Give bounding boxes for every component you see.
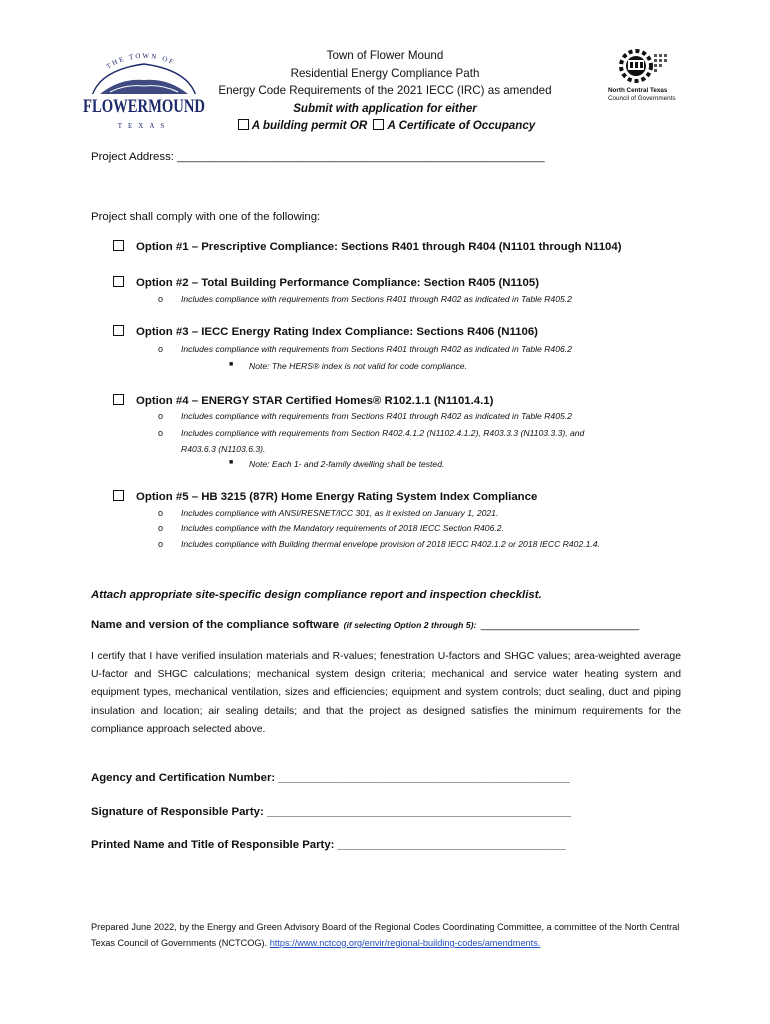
hollow-bullet-icon: o xyxy=(158,294,164,304)
hollow-bullet-icon: o xyxy=(158,428,164,438)
hollow-bullet-icon: o xyxy=(158,523,164,533)
hollow-bullet-icon: o xyxy=(158,508,164,518)
hollow-bullet-icon: o xyxy=(158,344,164,354)
square-bullet-icon: ■ xyxy=(229,361,234,368)
header-path: Residential Energy Compliance Path xyxy=(290,66,480,80)
comply-intro: Project shall comply with one of the following: xyxy=(91,211,321,223)
option-1-label: Option #1 – Prescriptive Compliance: Sections R401 through R404 (N1101 through N1104) xyxy=(136,241,622,253)
header-submit: Submit with application for either xyxy=(293,101,477,115)
option-5-checkbox[interactable] xyxy=(113,490,124,501)
svg-text:North Central Texas: North Central Texas xyxy=(608,87,668,94)
hollow-bullet-icon: o xyxy=(158,539,164,549)
agency-certification-field[interactable]: Agency and Certification Number: ______________________________________________ xyxy=(91,772,570,784)
option-4-note xyxy=(229,459,445,469)
flower-mound-logo xyxy=(80,50,208,132)
option-5 xyxy=(113,490,537,503)
option-3-note xyxy=(229,361,467,371)
printed-name-field[interactable]: Printed Name and Title of Responsible Party: ____________________________________ xyxy=(91,839,566,851)
option-4-sub-2-cont: R403.6.3 (N1103.6.3). xyxy=(181,444,266,454)
note-text: Note: Each 1- and 2-family dwelling shall be tested. xyxy=(249,459,445,469)
footer-text: Prepared June 2022, by the Energy and Green Advisory Board of the Regional Codes Coordinating Committee, a committee of the North Central Texas Council of Governments (NCTCOG). xyxy=(91,922,680,948)
project-address-field[interactable]: Project Address: __________________________________________________________ xyxy=(91,151,545,163)
sub-text: Includes compliance with the Mandatory requirements of 2018 IECC Section R406.2. xyxy=(181,523,504,533)
header-code: Energy Code Requirements of the 2021 IECC (IRC) as amended xyxy=(218,84,552,97)
option-4-sub-2 xyxy=(158,428,585,438)
option-2 xyxy=(113,276,539,289)
option-1-checkbox[interactable] xyxy=(113,240,124,251)
option-4-label: Option #4 – ENERGY STAR Certified Homes® R102.1.1 (N1101.4.1) xyxy=(136,395,494,407)
svg-text:TEXAS: TEXAS xyxy=(117,122,171,130)
svg-text:Council of Governments: Council of Governments xyxy=(608,95,676,102)
sub-text: Includes compliance with ANSI/RESNET/ICC 301, as it existed on January 1, 2021. xyxy=(181,508,499,518)
attach-instruction: Attach appropriate site-specific design compliance report and inspection checklist. xyxy=(91,589,542,601)
building-permit-label: A building permit OR xyxy=(251,119,368,132)
option-4-checkbox[interactable] xyxy=(113,394,124,405)
option-5-sub-3 xyxy=(158,539,600,549)
option-4-sub-1 xyxy=(158,411,572,421)
option-3-checkbox[interactable] xyxy=(113,325,124,336)
option-3-label: Option #3 – IECC Energy Rating Index Compliance: Sections R406 (N1106) xyxy=(136,326,538,338)
certificate-of-occupancy-checkbox[interactable] xyxy=(373,119,384,130)
sub-text: Includes compliance with requirements from Section R402.4.1.2 (N1102.4.1.2), R403.3.3 (N1103.3.3), and xyxy=(181,428,585,438)
nctcog-logo xyxy=(606,46,682,104)
square-bullet-icon: ■ xyxy=(229,459,234,466)
option-4 xyxy=(113,394,493,407)
option-5-sub-1 xyxy=(158,508,499,518)
note-text: Note: The HERS® index is not valid for code compliance. xyxy=(249,361,467,371)
signature-field[interactable]: Signature of Responsible Party: ________________________________________________ xyxy=(91,806,572,818)
certificate-of-occupancy-label: A Certificate of Occupancy xyxy=(387,119,536,132)
form-header xyxy=(200,47,570,135)
sub-text: Includes compliance with Building thermal envelope provision of 2018 IECC R402.1.2 or 2018 IECC R402.1.4. xyxy=(181,539,600,549)
option-3-sub-1 xyxy=(158,344,572,354)
software-label: Name and version of the compliance software xyxy=(91,619,340,631)
sub-text: Includes compliance with requirements from Sections R401 through R402 as indicated in Table R406.2 xyxy=(181,344,572,354)
option-2-label: Option #2 – Total Building Performance Compliance: Section R405 (N1105) xyxy=(136,277,539,289)
footer-note xyxy=(91,920,681,952)
option-1 xyxy=(113,240,622,253)
building-permit-checkbox[interactable] xyxy=(238,119,249,130)
hollow-bullet-icon: o xyxy=(158,411,164,421)
option-2-sub-1 xyxy=(158,294,572,304)
sub-text: Includes compliance with requirements from Sections R401 through R402 as indicated in Table R405.2 xyxy=(181,411,572,421)
sub-text: Includes compliance with requirements from Sections R401 through R402 as indicated in Table R405.2 xyxy=(181,294,572,304)
compliance-software-field[interactable] xyxy=(91,615,639,633)
software-blank[interactable]: _________________________ xyxy=(480,619,640,631)
svg-text:THE TOWN OF: THE TOWN OF xyxy=(104,51,177,71)
nctcog-link[interactable]: https://www.nctcog.org/envir/regional-building-codes/amendments. xyxy=(269,937,541,948)
header-town: Town of Flower Mound xyxy=(326,49,444,62)
option-2-checkbox[interactable] xyxy=(113,276,124,287)
software-small-label: (if selecting Option 2 through 5): xyxy=(343,620,477,630)
option-3 xyxy=(113,325,538,338)
option-5-sub-2 xyxy=(158,523,504,533)
svg-text:FLOWERMOUND: FLOWERMOUND xyxy=(83,96,205,117)
header-permit-choice xyxy=(200,117,570,135)
certification-statement: I certify that I have verified insulation materials and R-values; fenestration U-factors and SHGC values; area-weighted average U-factor and SHGC calculations; mechanical system design criteria; mechanical and service water heating system and equipment types, mechanical ventilation, sizes and efficiencies; equipment and system controls; duct sealing, duct and piping insulation and location; air sealing details; and that the project as designed satisfies the minimum requirements for the compliance approach selected above. xyxy=(91,651,681,735)
option-5-label: Option #5 – HB 3215 (87R) Home Energy Rating System Index Compliance xyxy=(136,491,538,503)
